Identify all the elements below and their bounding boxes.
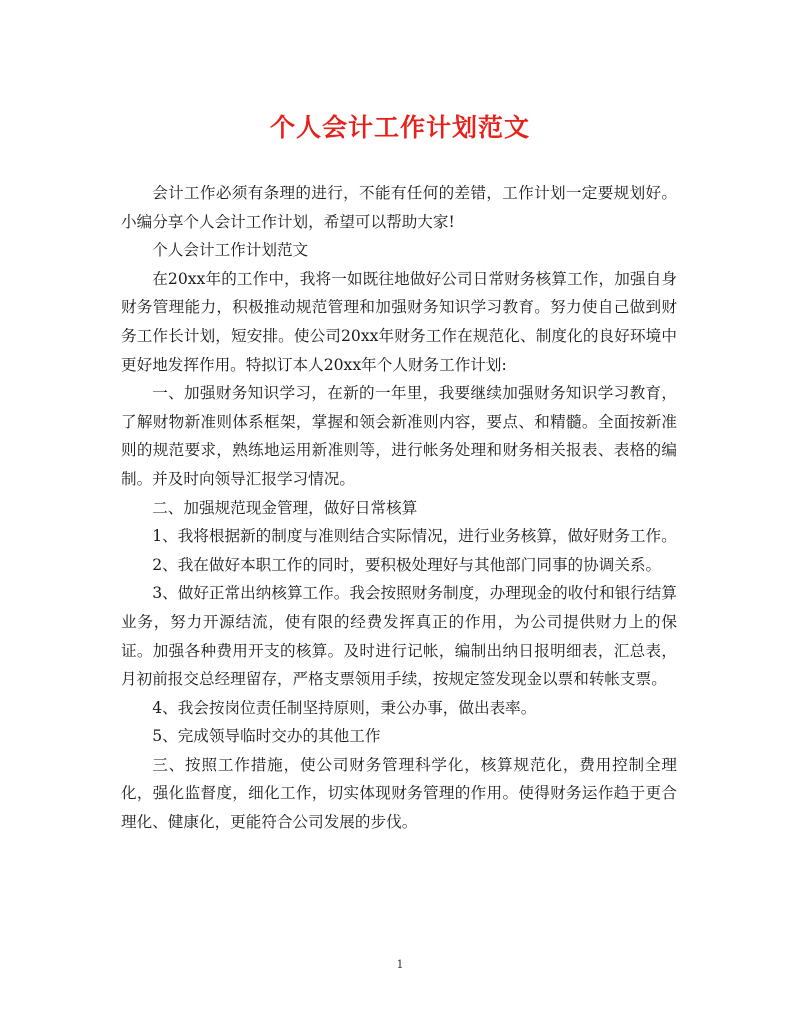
paragraph-item-1: 1、我将根据新的制度与准则结合实际情况，进行业务核算，做好财务工作。 xyxy=(152,527,677,546)
paragraph-section-3: 三、按照工作措施，使公司财务管理科学化，核算规范化，费用控制全理化，强化监督度，细化工作，切实体现财务管理的作用。使得财务运作趋于更合理化、健康化，更能符合公司发展的步伐。 xyxy=(121,755,677,832)
paragraph-intro: 会计工作必须有条理的进行，不能有任何的差错，工作计划一定要规划好。小编分享个人会计工作计划，希望可以帮助大家! xyxy=(121,184,677,231)
document-title: 个人会计工作计划范文 xyxy=(269,113,530,142)
paragraph-subtitle: 个人会计工作计划范文 xyxy=(152,241,309,260)
paragraph-item-4: 4、我会按岗位责任制坚持原则，秉公办事，做出表率。 xyxy=(152,698,537,717)
paragraph-item-3: 3、做好正常出纳核算工作。我会按照财务制度，办理现金的收付和银行结算业务，努力开源结流，使有限的经费发挥真正的作用，为公司提供财力上的保证。加强各种费用开支的核算。及时进行记帐，编制出纳日报明细表，汇总表，月初前报交总经理留存，严格支票领用手续，按规定签发现金以票和转帐支票。 xyxy=(121,584,677,689)
paragraph-item-5: 5、完成领导临时交办的其他工作 xyxy=(152,727,381,746)
paragraph-overview: 在20xx年的工作中，我将一如既往地做好公司日常财务核算工作，加强自身财务管理能力，积极推动规范管理和加强财务知识学习教育。努力使自己做到财务工作长计划，短安排。使公司20xx年财务工作在规范化、制度化的良好环境中更好地发挥作用。特拟订本人20xx年个人财务工作计划: xyxy=(121,269,677,374)
document-body xyxy=(121,179,677,837)
page-number: 1 xyxy=(396,958,404,971)
paragraph-section-2-heading: 二、加强规范现金管理，做好日常核算 xyxy=(152,498,418,517)
paragraph-item-2: 2、我在做好本职工作的同时，要积极处理好与其他部门同事的协调关系。 xyxy=(152,555,662,574)
paragraph-section-1: 一、加强财务知识学习，在新的一年里，我要继续加强财务知识学习教育，了解财物新准则体系框架，掌握和领会新准则内容，要点、和精髓。全面按新准则的规范要求，熟练地运用新准则等，进行帐务处理和财务相关报表、表格的编制。并及时向领导汇报学习情况。 xyxy=(121,384,677,488)
